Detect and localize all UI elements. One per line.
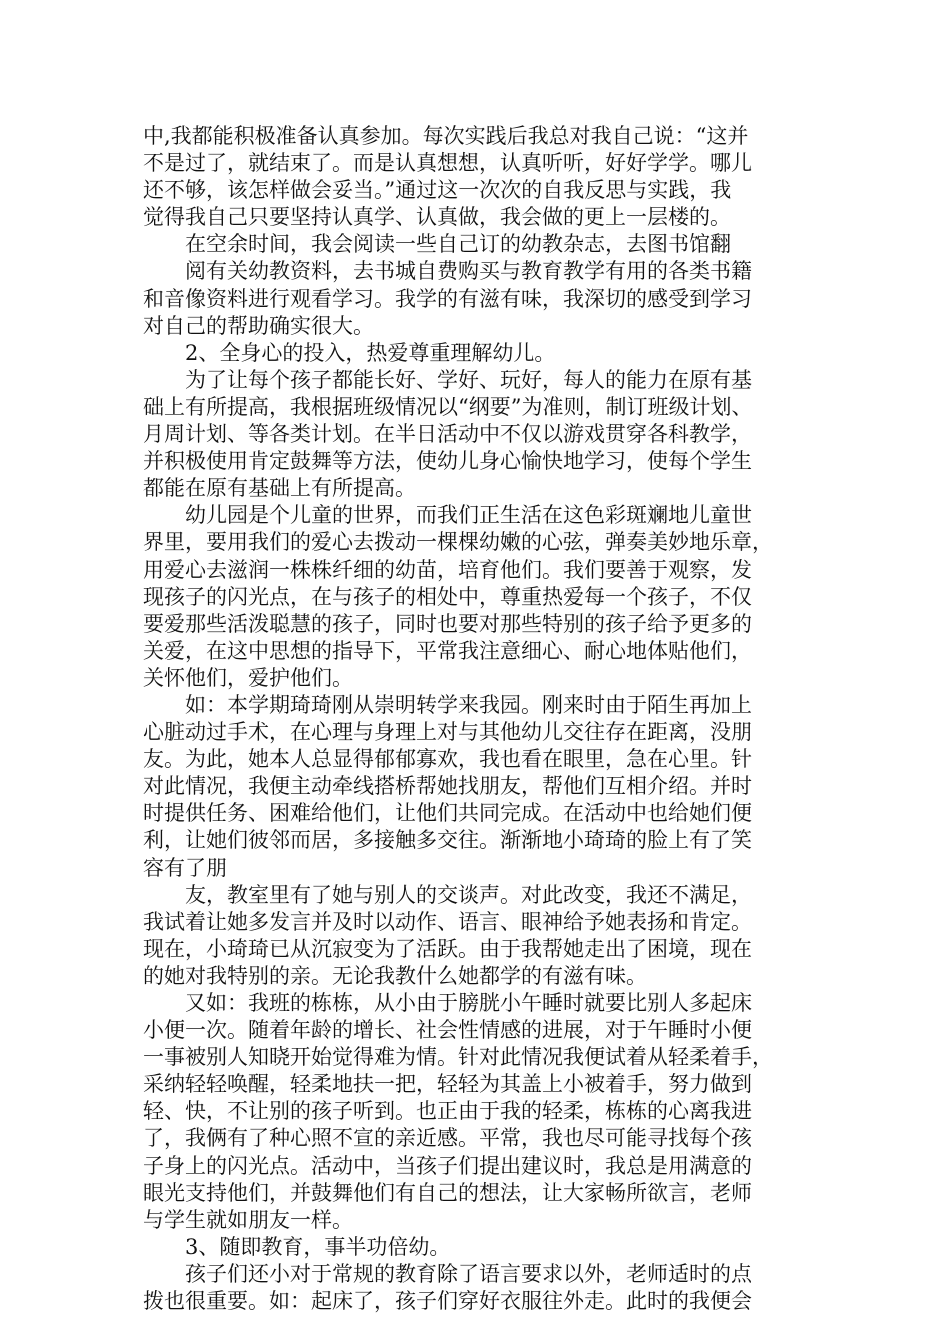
text-line: 不是过了，就结束了。而是认真想想，认真听听，好好学学。哪儿: [143, 151, 752, 176]
text-line: 采纳轻轻唤醒，轻柔地扶一把，轻轻为其盖上小被着手，努力做到: [143, 1072, 752, 1097]
text-line: 利，让她们彼邻而居，多接触多交往。渐渐地小琦琦的脸上有了笑: [143, 828, 752, 853]
text-line: 了，我俩有了种心照不宣的亲近感。平常，我也尽可能寻找每个孩: [143, 1126, 752, 1151]
text-line: 眼光支持他们，并鼓舞他们有自己的想法，让大家畅所欲言，老师: [143, 1180, 752, 1205]
text-line: 对自己的帮助确实很大。: [143, 313, 374, 338]
text-line: 容有了朋: [143, 855, 227, 880]
text-line: 子身上的闪光点。活动中，当孩子们提出建议时，我总是用满意的: [143, 1153, 752, 1178]
text-line: 时提供任务、困难给他们，让他们共同完成。在活动中也给她们便: [143, 801, 752, 826]
text-line: 关爱，在这中思想的指导下，平常我注意细心、耐心地体贴他们，: [143, 638, 752, 663]
text-line: 友。为此，她本人总显得郁郁寡欢，我也看在眼里，急在心里。针: [143, 747, 752, 772]
text-line: 对此情况，我便主动牵线搭桥帮她找朋友，帮他们互相介绍。并时: [143, 774, 752, 799]
text-line: 础上有所提高，我根据班级情况以“纲要”为准则，制订班级计划、: [143, 394, 753, 419]
text-line: 我试着让她多发言并及时以动作、语言、眼神给予她表扬和肯定。: [143, 909, 752, 934]
document-body: [143, 123, 808, 1315]
text-line: 孩子们还小对于常规的教育除了语言要求以外，老师适时的点: [143, 1261, 752, 1286]
text-line: 界里，要用我们的爱心去拨动一棵棵幼嫩的心弦，弹奏美妙地乐章，: [143, 530, 773, 555]
text-line: 现在，小琦琦已从沉寂变为了活跃。由于我帮她走出了困境，现在: [143, 936, 752, 961]
text-line: 小便一次。随着年龄的增长、社会性情感的进展，对于午睡时小便: [143, 1018, 752, 1043]
text-line: 都能在原有基础上有所提高。: [143, 476, 416, 501]
text-line: 为了让每个孩子都能长好、学好、玩好，每人的能力在原有基: [143, 367, 752, 392]
text-line: 的她对我特别的亲。无论我教什么她都学的有滋有味。: [143, 963, 647, 988]
text-line: 关怀他们，爱护他们。: [143, 665, 353, 690]
text-line: 中,我都能积极准备认真参加。每次实践后我总对我自己说：“这并: [143, 124, 749, 148]
text-line: 拨也很重要。如：起床了，孩子们穿好衣服往外走。此时的我便会: [143, 1289, 752, 1314]
text-line: 阅有关幼教资料，去书城自费购买与教育教学有用的各类书籍: [143, 259, 752, 284]
text-line: 如：本学期琦琦刚从崇明转学来我园。刚来时由于陌生再加上: [143, 692, 752, 717]
text-line: 和音像资料进行观看学习。我学的有滋有味，我深切的感受到学习: [143, 286, 752, 311]
section-heading: 2、全身心的投入，热爱尊重理解幼儿。: [143, 340, 556, 365]
text-line: 要爱那些活泼聪慧的孩子，同时也要对那些特别的孩子给予更多的: [143, 611, 752, 636]
text-line: 现孩子的闪光点，在与孩子的相处中，尊重热爱每一个孩子，不仅: [143, 584, 752, 609]
text-line: 与学生就如朋友一样。: [143, 1207, 353, 1232]
section-heading: 3、随即教育，事半功倍幼。: [143, 1234, 451, 1259]
text-line: 在空余时间，我会阅读一些自己订的幼教杂志，去图书馆翻: [143, 232, 731, 257]
text-line: 又如：我班的栋栋，从小由于膀胱小午睡时就要比别人多起床: [143, 991, 752, 1015]
text-line: 并积极使用肯定鼓舞等方法，使幼儿身心愉快地学习，使每个学生: [143, 449, 752, 474]
text-line: 幼儿园是个儿童的世界，而我们正生活在这色彩斑斓地儿童世: [143, 503, 752, 528]
text-line: 用爱心去滋润一株株纤细的幼苗，培育他们。我们要善于观察，发: [143, 557, 752, 582]
text-line: 一事被别人知晓开始觉得难为情。针对此情况我便试着从轻柔着手，: [143, 1045, 773, 1070]
text-line: 月周计划、等各类计划。在半日活动中不仅以游戏贯穿各科教学，: [143, 422, 752, 447]
text-line: 友，教室里有了她与别人的交谈声。对此改变，我还不满足，: [143, 882, 752, 907]
text-line: 心脏动过手术，在心理与身理上对与其他幼儿交往存在距离，没朋: [143, 720, 752, 745]
text-line: 轻、快，不让别的孩子听到。也正由于我的轻柔，栋栋的心离我进: [143, 1099, 752, 1124]
text-line: 还不够，该怎样做会妥当。”通过这一次次的自我反思与实践，我: [143, 178, 732, 203]
text-line: 觉得我自己只要坚持认真学、认真做，我会做的更上一层楼的。: [143, 205, 731, 230]
